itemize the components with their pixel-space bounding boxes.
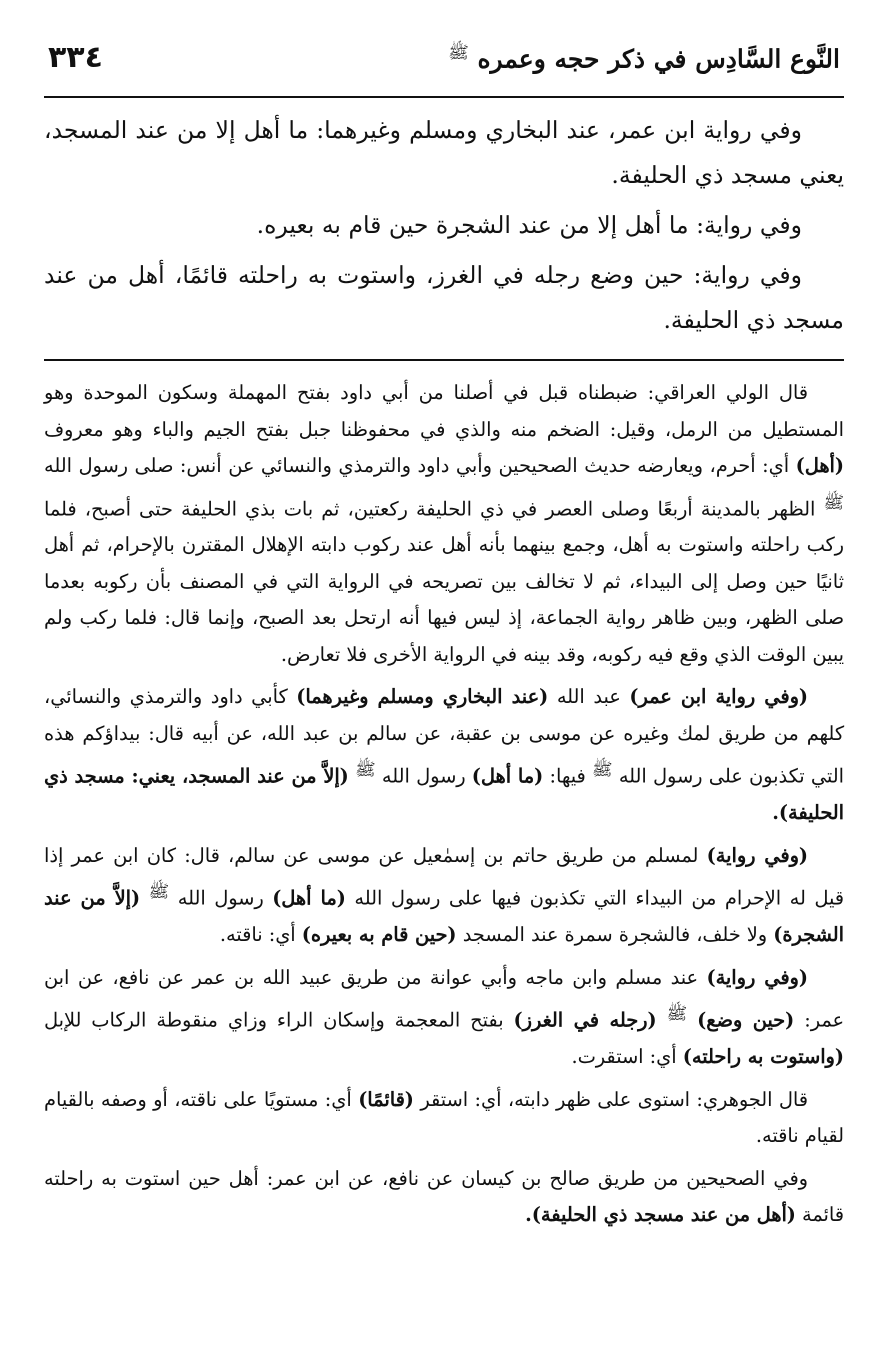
commentary-text: أي: مستويًا على ناقته، أو وصفه بالقيام لقيام ناقته. bbox=[44, 1087, 844, 1148]
commentary-lemma: (قائمًا) bbox=[358, 1087, 414, 1111]
commentary-lemma: (حين وضع) bbox=[697, 1008, 795, 1032]
commentary-lemma: (واستوت به راحلته) bbox=[682, 1045, 844, 1069]
commentary-lemma: (حين قام به بعيره) bbox=[301, 923, 457, 947]
main-paragraph: وفي رواية: حين وضع رجله في الغرز، واستوت به راحلته قائمًا، أهل من عند مسجد ذي الحليفة. bbox=[44, 261, 844, 334]
commentary-lemma: (إلاَّ من عند المسجد، يعني: مسجد ذي الحليفة). bbox=[44, 764, 844, 825]
commentary-paragraph bbox=[44, 375, 844, 673]
commentary-paragraph bbox=[44, 960, 844, 1076]
pbuh-honorific: ﷺ bbox=[448, 42, 469, 63]
commentary-text bbox=[140, 887, 149, 910]
commentary-lemma: (ما أهل) bbox=[272, 886, 346, 910]
commentary-lemma: (ما أهل) bbox=[471, 764, 544, 788]
commentary-lemma: (وفي رواية) bbox=[706, 843, 808, 867]
main-paragraph: وفي رواية: ما أهل إلا من عند الشجرة حين قام به بعيره. bbox=[256, 211, 802, 239]
footnote-separator bbox=[44, 359, 844, 361]
commentary-paragraph bbox=[44, 838, 844, 954]
main-paragraph: وفي رواية ابن عمر، عند البخاري ومسلم وغيرهما: ما أهل إلا من عند المسجد، يعني مسجد ذي الحليفة. bbox=[44, 116, 844, 189]
commentary-paragraph bbox=[44, 679, 844, 831]
page-number: ٣٣٤ bbox=[48, 40, 103, 75]
commentary-paragraph bbox=[44, 1082, 844, 1155]
pbuh-honorific: ﷺ bbox=[666, 1004, 688, 1025]
commentary-text: الظهر بالمدينة أربعًا وصلى العصر في ذي الحليفة ركعتين، ثم بات بذي الحليفة حتى أصبح، فلما ركب راحلته واستوت به أهل، وجمع بينهما بأنه أهل عند ركوب دابته الإهلال المقترن بالإحرام، ثم أهل ثانيًا حين وصل إلى البيداء، ثم لا تخالف بين تصريحه في الرواية التي في المصنف بأن ركوبه بعدما صلى الظهر، وبين ظاهر رواية الجماعة، إذ ليس فيها أنه ارتحل بعد الصبح، وإنما قال: فلما ركب ولم يبين الوقت الذي وقع فيه ركوبه، وقد بينه في الرواية الأخرى فلا تعارض. bbox=[44, 496, 844, 666]
commentary-text: وفي الصحيحين من طريق صالح بن كيسان عن نافع، عن ابن عمر: أهل حين استوت به راحلته قائمة bbox=[44, 1166, 844, 1227]
pbuh-honorific: ﷺ bbox=[355, 760, 376, 781]
commentary-text bbox=[657, 1009, 667, 1032]
commentary-text: أي: استقرت. bbox=[571, 1045, 683, 1069]
running-title-text: النَّوع السَّادِس في ذكر حجه وعمره bbox=[477, 44, 840, 73]
commentary-text: أي: ناقته. bbox=[219, 923, 302, 947]
commentary-lemma: (أهل من عند مسجد ذي الحليفة). bbox=[525, 1203, 796, 1227]
commentary-lemma: (وفي رواية) bbox=[706, 965, 808, 989]
page-header bbox=[44, 40, 844, 98]
commentary bbox=[44, 375, 844, 1234]
commentary-text: قال الولي العراقي: ضبطناه قبل في أصلنا من أبي داود بفتح المهملة وسكون الموحدة وهو المستطيل من الرمل، وقيل: الضخم منه والذي في محفوظنا جبل بفتح الجيم والباء وهو معروف bbox=[44, 381, 844, 441]
commentary-text: عبد الله bbox=[548, 685, 630, 709]
commentary-text: فيها: bbox=[543, 764, 593, 788]
commentary-lemma: (عند البخاري ومسلم وغيرهما) bbox=[296, 685, 549, 709]
commentary-text: قال الجوهري: استوى على ظهر دابته، أي: استقر bbox=[413, 1087, 808, 1111]
book-page bbox=[44, 40, 844, 1240]
commentary-text: لمسلم من طريق حاتم بن إسمٰعيل عن موسى عن سالم، قال: كان ابن عمر إذا قيل له الإحرام من البيداء التي تكذبون فيها على رسول الله bbox=[44, 843, 844, 910]
pbuh-honorific: ﷺ bbox=[823, 492, 844, 513]
commentary-paragraph bbox=[44, 1161, 844, 1234]
main-text bbox=[44, 108, 844, 343]
commentary-lemma: (وفي رواية ابن عمر) bbox=[629, 685, 809, 709]
commentary-lemma: (إلاَّ من عند الشجرة) bbox=[44, 886, 844, 947]
commentary-text: أي: أحرم، ويعارضه حديث الصحيحين وأبي داود والترمذي والنسائي عن أنس: صلى رسول الله bbox=[44, 454, 796, 477]
commentary-lemma: (رجله في الغرز) bbox=[513, 1008, 657, 1032]
commentary-text: كأبي داود والترمذي والنسائي، كلهم من طريق لمك وغيره عن موسى بن عقبة، عن سالم بن عبد الله، عن أبيه قال: بيداؤكم هذه التي تكذبون على رسول الله bbox=[44, 685, 844, 788]
running-title bbox=[448, 42, 840, 73]
commentary-text: بفتح المعجمة وإسكان الراء وزاي منقوطة الركاب للإبل bbox=[44, 1008, 514, 1032]
commentary-text bbox=[687, 1009, 697, 1032]
commentary-text: عند مسلم وابن ماجه وأبي عوانة من طريق عبيد الله بن عمر عن نافع، عن ابن عمر: bbox=[44, 965, 844, 1032]
commentary-text: رسول الله bbox=[375, 764, 472, 788]
commentary-text: ولا خلف، فالشجرة سمرة عند المسجد bbox=[456, 923, 774, 947]
commentary-text: رسول الله bbox=[169, 886, 273, 910]
pbuh-honorific: ﷺ bbox=[592, 760, 613, 781]
commentary-lemma: (أهل) bbox=[795, 454, 844, 477]
pbuh-honorific: ﷺ bbox=[148, 882, 170, 903]
